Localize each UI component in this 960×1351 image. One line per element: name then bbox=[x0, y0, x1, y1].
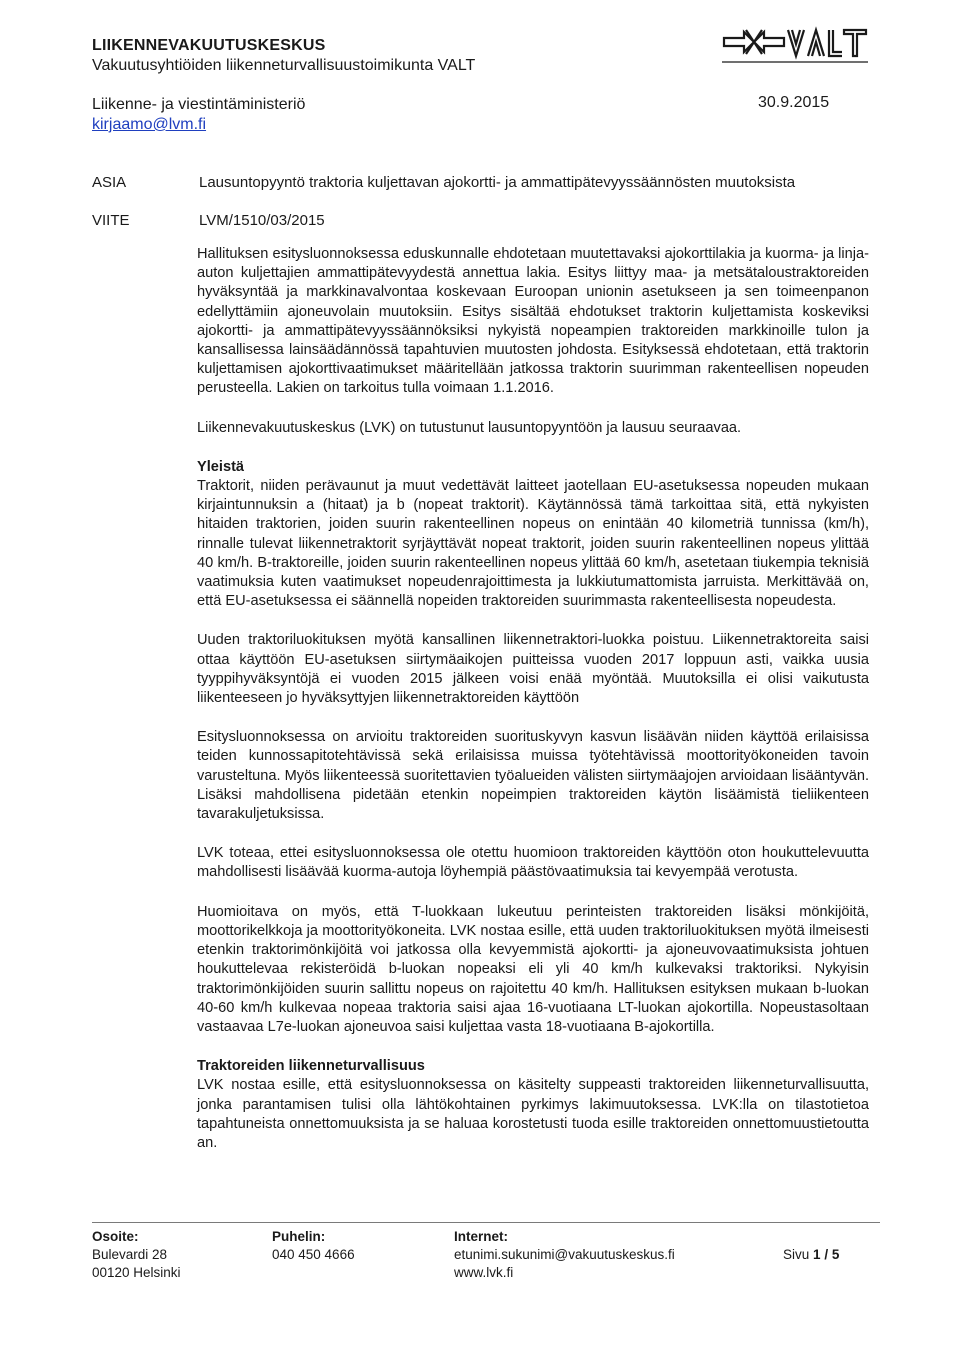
reference-text: LVM/1510/03/2015 bbox=[199, 212, 325, 229]
footer-web-link[interactable]: www.lvk.fi bbox=[454, 1265, 514, 1280]
paragraph-statement: Liikennevakuutuskeskus (LVK) on tutustunut lausuntopyyntöön ja lausuu seuraavaa. bbox=[197, 419, 742, 436]
footer-internet-heading: Internet: bbox=[454, 1229, 508, 1244]
sender-org-subtitle: Vakuutusyhtiöiden liikenneturvallisuustoimikunta VALT bbox=[92, 57, 476, 74]
footer-address-street: Bulevardi 28 bbox=[92, 1247, 168, 1262]
letter-body bbox=[197, 245, 869, 1153]
page-current: 1 bbox=[813, 1247, 821, 1262]
footer-phone bbox=[272, 1228, 355, 1264]
valt-logo bbox=[722, 26, 868, 66]
recipient-email-link[interactable]: kirjaamo@lvm.fi bbox=[92, 116, 207, 133]
heading-road-safety: Traktoreiden liikenneturvallisuus bbox=[197, 1058, 425, 1075]
footer-internet bbox=[454, 1228, 675, 1282]
paragraph-intro: Hallituksen esitysluonnoksessa eduskunnalle ehdotetaan muutettavaksi ajokorttilakia ja kuorma- ja linja-auton kuljettajien ammattipätevyydestä annettua lakia. Esitys liittyy maa- ja metsätaloustraktoreiden hyväksyntää ja markkinavalvontaa koskevaan Euroopan unionin asetukseen ja sen toimeenpanon edellyttämiin ajoneuvolain muutoksiin. Esitys sisältää ehdotukset traktorin kuljettamista koskeviksi ajokortti- ja ammattipätevyyssäännöksiksi nykyistä nopeampien traktoreiden markkinoille tulon ja kansallisessa lainsäädännössä tapahtuvien muutosten johdosta. Esityksessä ehdotetaan, että traktorin kuljettamisen ajokorttivaatimukset määritellään jatkossa traktorin suurimman rakenteellisen nopeuden perusteella. Lakien on tarkoitus tulla voimaan 1.1.2016. bbox=[197, 246, 869, 397]
subject-label: ASIA bbox=[92, 174, 127, 191]
sender-org-name: LIIKENNEVAKUUTUSKESKUS bbox=[92, 37, 326, 54]
sender-block bbox=[92, 36, 475, 76]
footer-phone-heading: Puhelin: bbox=[272, 1229, 326, 1244]
footer-address-heading: Osoite: bbox=[92, 1229, 139, 1244]
footer-address bbox=[92, 1228, 181, 1282]
paragraph-t-category: Huomioitava on myös, että T-luokkaan lukeutuu perinteisten traktoreiden lisäksi mönkijöitä, moottorikelkkoja ja moottorityökoneita. LVK nostaa esille, että uuden traktoriluokituksen myötä ilmeisesti etenkin traktorimönkijöitä voi jatkossa olla kevyemmistä ajokortti- ja ajoneuvovaatimuksista johtuen houkuttelevaa rekisteröidä b-luokan nopeaksi eli yli 40 km/h kulkevaksi traktoriksi. Nykyisin traktorimönkijöiden suurin sallittu nopeus on rajoitettu 40 km/h. Hallituksen esityksen mukaan b-luokan 40-60 km/h kulkevaa nopeaa traktoria saisi ajaa 16-vuotiaana LT-luokan ajokortilla. Nopeustasoltaan vastaavaa L7e-luokan ajoneuvoa saisi kuljettaa vasta 18-vuotiaana B-ajokortilla. bbox=[197, 903, 869, 1035]
page-separator: / bbox=[824, 1247, 829, 1262]
page-label: Sivu bbox=[783, 1247, 810, 1262]
paragraph-emissions: LVK toteaa, ettei esitysluonnoksessa ole otettu huomioon traktoreiden käyttöön oton houkuttelevuutta mahdollisesti lisäävää kuorma-autoja löyhempiä päästövaatimuksia tai kevyempää verotusta. bbox=[197, 845, 869, 881]
paragraph-new-classification: Uuden traktoriluokituksen myötä kansallinen liikennetraktori-luokka poistuu. Liikennetraktoreita saisi ottaa käyttöön EU-asetuksen siirtymäaikojen puitteissa vuoden 2017 loppuun asti, vaikka uusia tyyppihyväksyntöjä ei vuoden 2015 jälkeen voisi enää myöntää. Muutoksilla ei olisi vaikutusta liikenteeseen jo hyväksyttyjen liikennetraktoreiden käyttöön bbox=[197, 632, 869, 707]
reference-label: VIITE bbox=[92, 212, 130, 229]
subject-text: Lausuntopyyntö traktoria kuljettavan ajokortti- ja ammattipätevyyssäännösten muutoksista bbox=[199, 174, 796, 191]
recipient-name: Liikenne- ja viestintäministeriö bbox=[92, 96, 306, 113]
footer-phone-number: 040 450 4666 bbox=[272, 1247, 355, 1262]
valt-logo-graphic bbox=[722, 26, 868, 66]
paragraph-road-safety: LVK nostaa esille, että esitysluonnoksessa on käsitelty suppeasti traktoreiden liikenneturvallisuutta, jonka parantamisen tulisi olla lähtökohtainen pyrkimys lakimuutoksessa. LVK:lla on tilastotietoa tapahtuneista onnettomuuksista ja se haluaa korostetusti tuoda esille traktoreiden onnettomuustietoutta an. bbox=[197, 1077, 869, 1151]
page-number bbox=[783, 1246, 839, 1264]
letter-date: 30.9.2015 bbox=[758, 94, 830, 111]
heading-general: Yleistä bbox=[197, 458, 245, 475]
paragraph-usage: Esitysluonnoksessa on arvioitu traktoreiden suorituskyvyn kasvun lisäävän niiden käyttöä erilaisissa teiden kunnossapitotehtävissä sekä erilaisissa muissa työtehtävissä moottorityökoneiden tavoin varusteltuna. Myös liikenteessä suoritettavien työalueiden välisten siirtymäajojen arvioidaan lisääntyvän. Lisäksi mahdollisena pidetään etenkin nopeimpien traktoreiden käytön lisäämistä tieliikenteen tavarakuljetuksissa. bbox=[197, 729, 869, 823]
recipient-block bbox=[92, 95, 305, 135]
paragraph-classification: Traktorit, niiden perävaunut ja muut vedettävät laitteet jaotellaan EU-asetuksessa nopeuden mukaan kirjaintunnuksin a (hitaat) ja b (nopeat traktorit). Käytännössä tämä tarkoittaa sitä, että nykyisten hitaiden traktorien, joiden suurin rakenteellinen nopeus on enintään 40 kilometriä tunnissa (km/h), rinnalle tulevat liikennetraktorit syrjäyttävät nopeat traktorit, joiden suurin rakenteellinen nopeus ylittää 40 km/h. B-traktoreille, joiden suurin rakenteellinen nopeus ylittää 60 km/h, asetetaan tiukempia teknisiä vaatimuksia kuten vaatimukset nopeudenrajoittimesta ja lukkiutumattomista jarruista. Merkittävää on, että EU-asetuksessa ei säännellä nopeiden traktoreiden suurimmasta rakenteellisesta nopeudesta. bbox=[197, 478, 869, 610]
page-total: 5 bbox=[831, 1247, 840, 1262]
footer-email-link[interactable]: etunimi.sukunimi@vakuutuskeskus.fi bbox=[454, 1247, 675, 1262]
footer-address-city: 00120 Helsinki bbox=[92, 1265, 181, 1280]
footer-divider bbox=[92, 1222, 880, 1223]
